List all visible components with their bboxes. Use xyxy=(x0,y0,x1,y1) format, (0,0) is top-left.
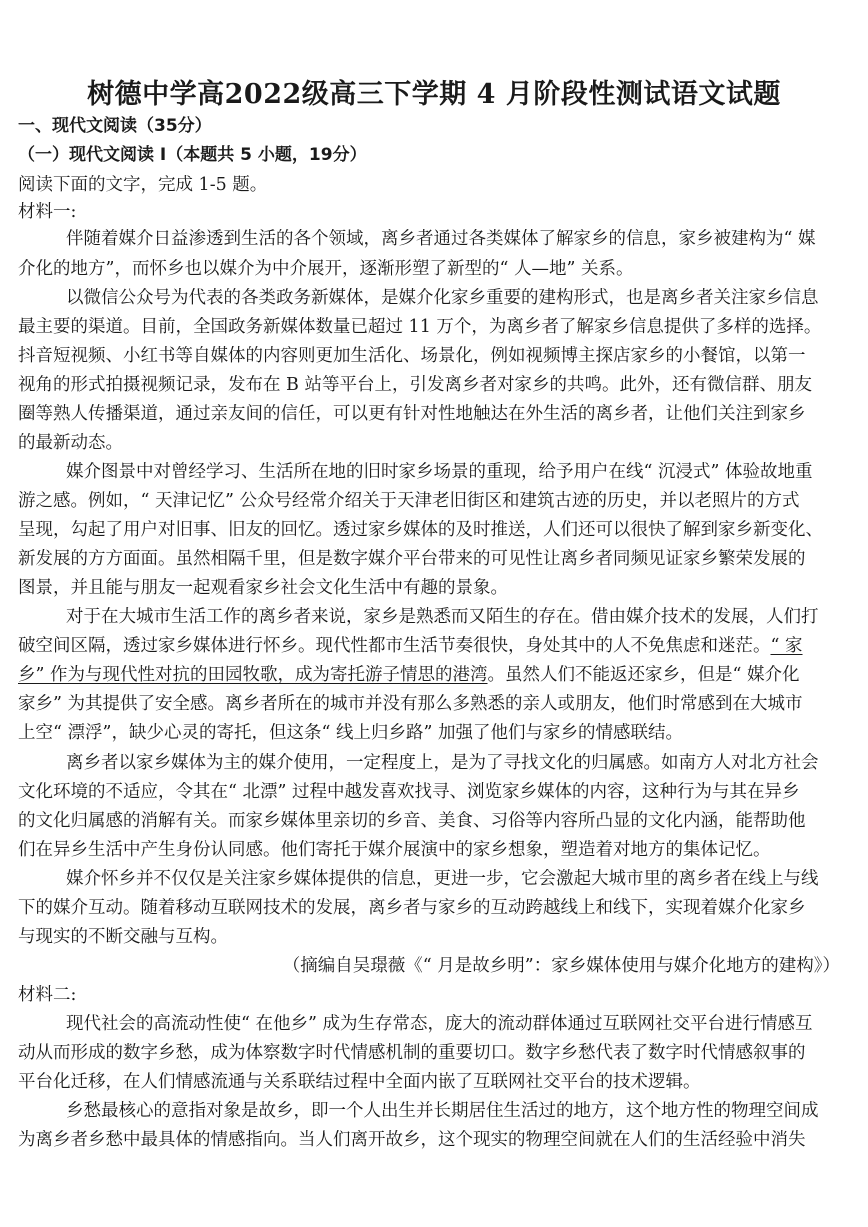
paragraph-line: 的最新动态。 xyxy=(18,433,123,453)
paragraph-line: 介化的地方”，而怀乡也以媒介为中介展开，逐渐形塑了新型的“ 人—地” 关系。 xyxy=(18,259,634,279)
paragraph-line: 文化环境的不适应，令其在“ 北漂” 过程中越发喜欢找寻、浏览家乡媒体的内容，这种行为与其在异乡 xyxy=(18,782,800,802)
underlined-text: 乡” 作为与现代性对抗的田园牧歌，成为寄托游子情思的港湾 xyxy=(18,665,488,685)
instruction: 阅读下面的文字，完成 1-5 题。 xyxy=(18,175,268,195)
paragraph-line: 对于在大城市生活工作的离乡者来说，家乡是熟悉而又陌生的存在。借由媒介技术的发展，人们打 xyxy=(66,607,819,627)
paragraph-line: 媒介图景中对曾经学习、生活所在地的旧时家乡场景的重现，给予用户在线“ 沉浸式” 体验故地重 xyxy=(66,462,813,482)
paragraph-line: 视角的形式拍摄视频记录，发布在 B 站等平台上，引发离乡者对家乡的共鸣。此外，还有微信群、朋友 xyxy=(18,375,812,395)
paragraph-line: 上空“ 漂浮”，缺少心灵的寄托，但这条“ 线上归乡路” 加强了他们与家乡的情感联结。 xyxy=(18,723,683,743)
paragraph-line xyxy=(18,636,850,656)
paragraph-line: 新发展的方方面面。虽然相隔千里，但是数字媒介平台带来的可见性让离乡者同频见证家乡繁荣发展的 xyxy=(18,549,806,569)
paragraph-line xyxy=(18,665,850,685)
paragraph-line: 图景，并且能与朋友一起观看家乡社会文化生活中有趣的景象。 xyxy=(18,578,508,598)
paragraph-line: 乡愁最核心的意指对象是故乡，即一个人出生并长期居住生活过的地方，这个地方性的物理空间成 xyxy=(66,1101,819,1121)
paragraph-line: 下的媒介互动。随着移动互联网技术的发展，离乡者与家乡的互动跨越线上和线下，实现着媒介化家乡 xyxy=(18,898,806,918)
exam-title: 树德中学高2022级高三下学期 4 月阶段性测试语文试题 xyxy=(87,79,781,110)
paragraph-line: 动从而形成的数字乡愁，成为体察数字时代情感机制的重要切口。数字乡愁代表了数字时代情感叙事的 xyxy=(18,1043,806,1063)
paragraph-line: 离乡者以家乡媒体为主的媒介使用，一定程度上，是为了寻找文化的归属感。如南方人对北方社会 xyxy=(66,753,819,773)
paragraph-line: 呈现，勾起了用户对旧事、旧友的回忆。透过家乡媒体的及时推送，人们还可以很快了解到家乡新变化、 xyxy=(18,520,823,540)
paragraph-line: 媒介怀乡并不仅仅是关注家乡媒体提供的信息，更进一步，它会激起大城市里的离乡者在线上与线 xyxy=(66,869,819,889)
paragraph-line: 现代社会的高流动性使“ 在他乡” 成为生存常态，庞大的流动群体通过互联网社交平台进行情感互 xyxy=(66,1014,813,1034)
paragraph-line: 们在异乡生活中产生身份认同感。他们寄托于媒介展演中的家乡想象，塑造着对地方的集体记忆。 xyxy=(18,840,771,860)
paragraph-line: 的文化归属感的消解有关。而家乡媒体里亲切的乡音、美食、习俗等内容所凸显的文化内涵，能帮助他 xyxy=(18,811,806,831)
paragraph-line: 抖音短视频、小红书等自媒体的内容则更加生活化、场景化，例如视频博主探店家乡的小餐馆，以第一 xyxy=(18,346,806,366)
paragraph-line: 平台化迁移，在人们情感流通与关系联结过程中全面内嵌了互联网社交平台的技术逻辑。 xyxy=(18,1072,701,1092)
section-heading: 一、现代文阅读（35分） xyxy=(18,116,212,136)
text-span: 破空间区隔，透过家乡媒体进行怀乡。现代性都市生活节奏很快，身处其中的人不免焦虑和迷茫。 xyxy=(18,636,771,656)
underlined-text: “ 家 xyxy=(770,636,803,656)
material-one-label: 材料一: xyxy=(18,202,77,222)
paragraph-line: 圈等熟人传播渠道，通过亲友间的信任，可以更有针对性地触达在外生活的离乡者，让他们关注到家乡 xyxy=(18,404,806,424)
paragraph-line: 最主要的渠道。目前，全国政务新媒体数量已超过 11 万个，为离乡者了解家乡信息提供了多样的选择。 xyxy=(18,317,822,337)
paragraph-line: 家乡” 为其提供了安全感。离乡者所在的城市并没有那么多熟悉的亲人或朋友，他们时常感到在大城市 xyxy=(18,694,803,714)
paragraph-line: 以微信公众号为代表的各类政务新媒体，是媒介化家乡重要的建构形式，也是离乡者关注家乡信息 xyxy=(66,288,819,308)
paragraph-line: 游之感。例如，“ 天津记忆” 公众号经常介绍关于天津老旧街区和建筑古迹的历史，并以老照片的方式 xyxy=(18,491,800,511)
paragraph-line: 为离乡者乡愁中最具体的情感指向。当人们离开故乡，这个现实的物理空间就在人们的生活经验中消失 xyxy=(18,1130,806,1150)
paragraph-line: 与现实的不断交融与互构。 xyxy=(18,927,228,947)
text-span: 。虽然人们不能返还家乡，但是“ 媒介化 xyxy=(487,665,800,685)
source-citation: （摘编自吴璟薇《“ 月是故乡明”：家乡媒体使用与媒介化地方的建构》） xyxy=(282,956,840,976)
material-two-label: 材料二: xyxy=(18,985,77,1005)
paragraph-line: 伴随着媒介日益渗透到生活的各个领域，离乡者通过各类媒体了解家乡的信息，家乡被建构为“ 媒 xyxy=(66,229,816,249)
subsection-heading: （一）现代文阅读 I（本题共 5 小题，19分） xyxy=(18,145,367,165)
